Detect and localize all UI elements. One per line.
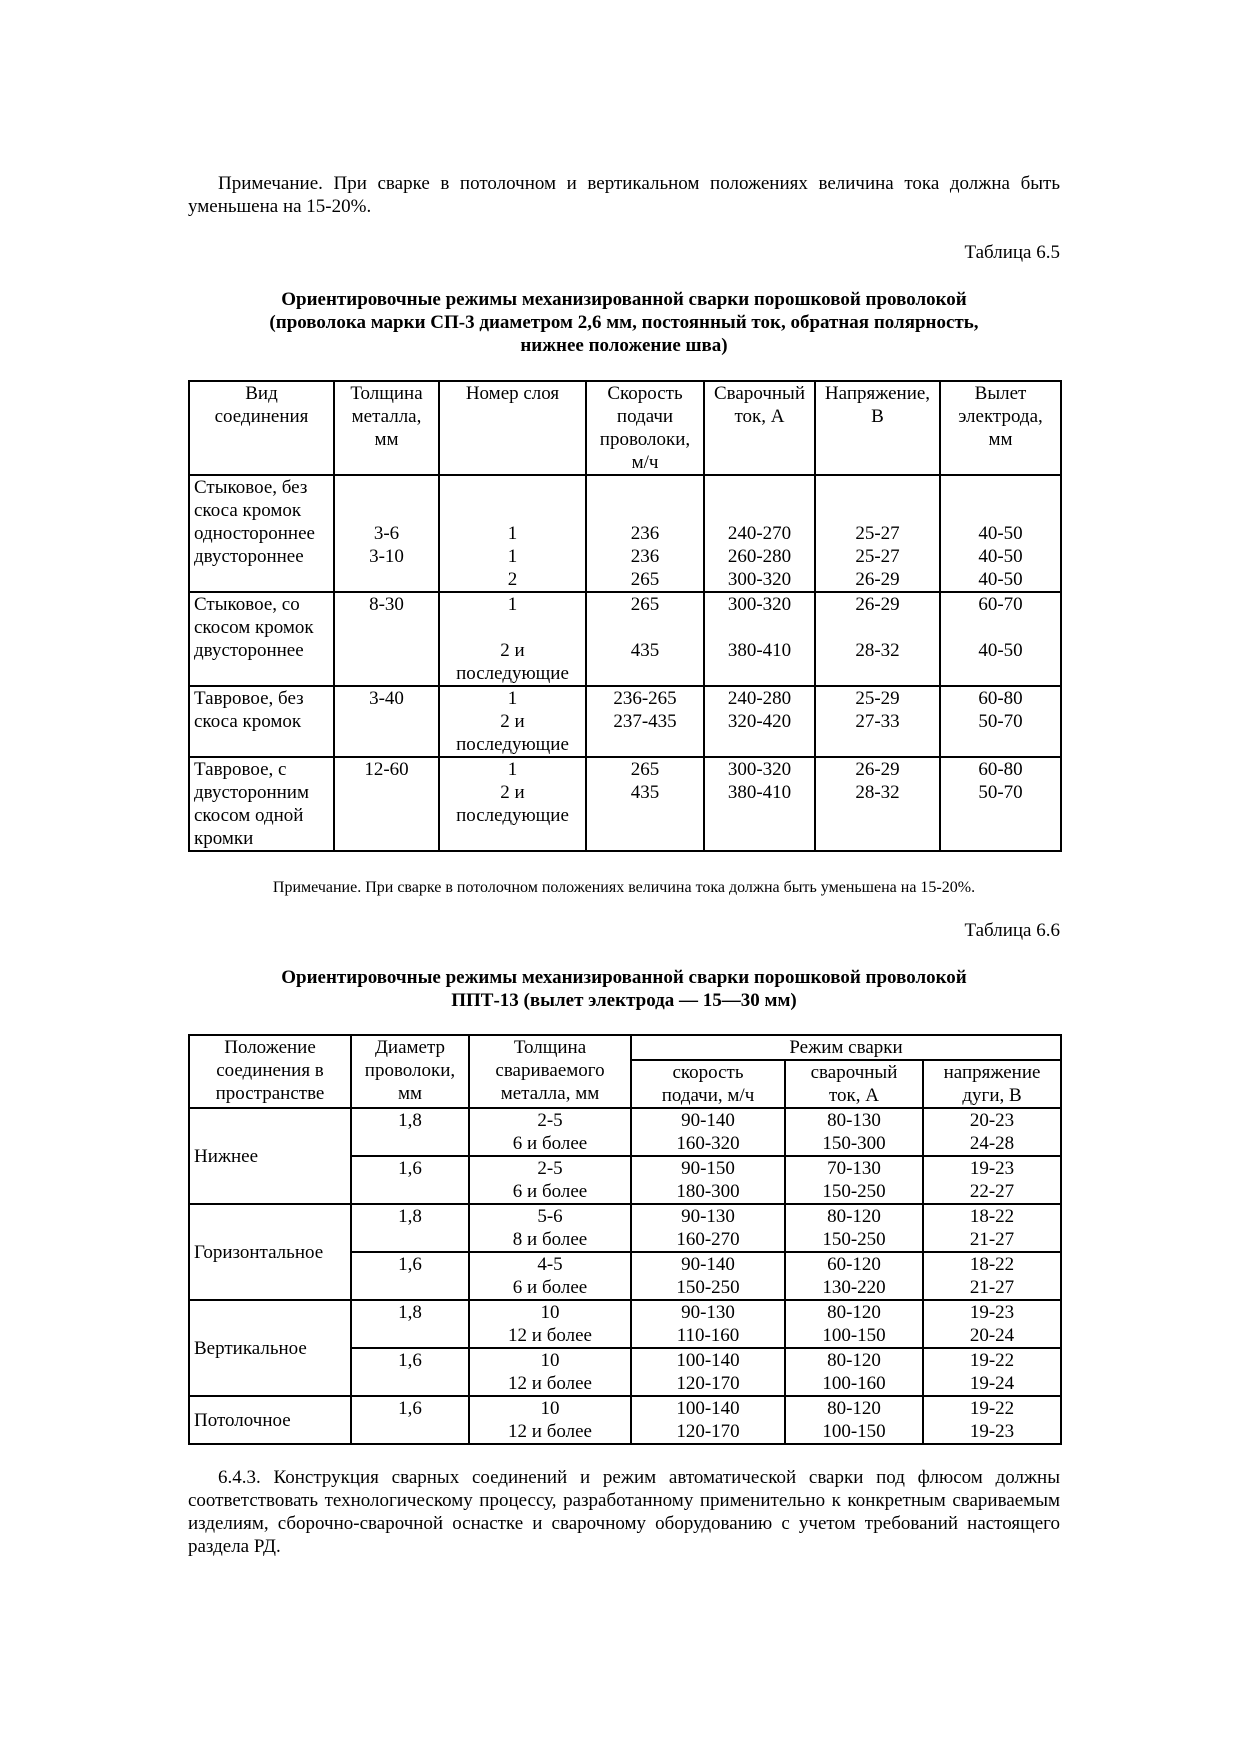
table-6-5-label: Таблица 6.5: [964, 242, 1060, 263]
table-row: [189, 1108, 1061, 1156]
voltage-cell: 26-29 28-32: [815, 757, 940, 851]
header-cell: Толщина металла, мм: [334, 381, 439, 475]
table-row: [189, 592, 1061, 686]
diameter-cell: 1,8: [351, 1108, 469, 1156]
stickout-cell: 40-50 40-50 40-50: [940, 475, 1061, 592]
joint-type-cell: Стыковое, со скосом кромок двустороннее: [189, 592, 334, 686]
current-cell: 80-120 150-250: [785, 1204, 923, 1252]
layer-cell: 1 2 и последующие: [439, 757, 586, 851]
table-row: [189, 757, 1061, 851]
table-6-6-label: Таблица 6.6: [964, 920, 1060, 941]
header-cell: Номер слоя: [439, 381, 586, 475]
layer-cell: 1 2 и последующие: [439, 592, 586, 686]
table-6-5-title: [188, 288, 1060, 357]
header-cell: сварочный ток, А: [785, 1060, 923, 1108]
header-cell: Скорость подачи проволоки, м/ч: [586, 381, 704, 475]
table-title-line: (проволока марки СП-3 диаметром 2,6 мм, постоянный ток, обратная полярность,: [269, 312, 979, 333]
thickness-cell: 12-60: [334, 757, 439, 851]
thickness-cell: 10 12 и более: [469, 1396, 631, 1444]
header-cell: Сварочный ток, А: [704, 381, 815, 475]
speed-cell: 90-130 160-270: [631, 1204, 785, 1252]
header-cell: Напряжение, В: [815, 381, 940, 475]
thickness-cell: 8-30: [334, 592, 439, 686]
table-header-row: [189, 1035, 1061, 1060]
current-cell: 80-130 150-300: [785, 1108, 923, 1156]
current-cell: 240-270 260-280 300-320: [704, 475, 815, 592]
diameter-cell: 1,8: [351, 1300, 469, 1348]
diameter-cell: 1,6: [351, 1252, 469, 1300]
current-cell: 70-130 150-250: [785, 1156, 923, 1204]
voltage-cell: 26-29 28-32: [815, 592, 940, 686]
table-6-6: [188, 1034, 1062, 1445]
joint-type-cell: Тавровое, без скоса кромок: [189, 686, 334, 757]
diameter-cell: 1,8: [351, 1204, 469, 1252]
table-title-line: Ориентировочные режимы механизированной сварки порошковой проволокой: [281, 289, 967, 310]
joint-type-cell: Стыковое, без скоса кромок одностороннее двустороннее: [189, 475, 334, 592]
stickout-cell: 60-70 40-50: [940, 592, 1061, 686]
diameter-cell: 1,6: [351, 1396, 469, 1444]
position-cell: Нижнее: [189, 1108, 351, 1204]
voltage-cell: 19-22 19-24: [923, 1348, 1061, 1396]
table-6-6-title: [188, 966, 1060, 1012]
thickness-cell: 10 12 и более: [469, 1300, 631, 1348]
header-cell: Диаметр проволоки, мм: [351, 1035, 469, 1108]
current-cell: 80-120 100-160: [785, 1348, 923, 1396]
voltage-cell: 19-23 20-24: [923, 1300, 1061, 1348]
header-cell: Толщина свариваемого металла, мм: [469, 1035, 631, 1108]
table-row: [189, 1300, 1061, 1348]
table-header-row: [189, 381, 1061, 475]
position-cell: Вертикальное: [189, 1300, 351, 1396]
joint-type-cell: Тавровое, с двусторонним скосом одной кромки: [189, 757, 334, 851]
speed-cell: 236-265 237-435: [586, 686, 704, 757]
header-cell-mode: Режим сварки: [631, 1035, 1061, 1060]
table-title-line: нижнее положение шва): [520, 335, 728, 356]
speed-cell: 265 435: [586, 592, 704, 686]
position-cell: Горизонтальное: [189, 1204, 351, 1300]
voltage-cell: 20-23 24-28: [923, 1108, 1061, 1156]
table-title-line: Ориентировочные режимы механизированной сварки порошковой проволокой: [281, 967, 967, 988]
thickness-cell: 3-6 3-10: [334, 475, 439, 592]
table-row: [189, 475, 1061, 592]
speed-cell: 100-140 120-170: [631, 1348, 785, 1396]
table-6-5: [188, 380, 1062, 852]
thickness-cell: 5-6 8 и более: [469, 1204, 631, 1252]
current-cell: 300-320 380-410: [704, 757, 815, 851]
header-cell: Вылет электрода, мм: [940, 381, 1061, 475]
speed-cell: 90-140 160-320: [631, 1108, 785, 1156]
table-row: [189, 1204, 1061, 1252]
layer-cell: 1 2 и последующие: [439, 686, 586, 757]
speed-cell: 90-150 180-300: [631, 1156, 785, 1204]
current-cell: 300-320 380-410: [704, 592, 815, 686]
current-cell: 80-120 100-150: [785, 1300, 923, 1348]
table-title-line: ППТ-13 (вылет электрода — 15—30 мм): [451, 990, 797, 1011]
header-cell: Вид соединения: [189, 381, 334, 475]
thickness-cell: 10 12 и более: [469, 1348, 631, 1396]
current-cell: 240-280 320-420: [704, 686, 815, 757]
header-cell: скорость подачи, м/ч: [631, 1060, 785, 1108]
thickness-cell: 4-5 6 и более: [469, 1252, 631, 1300]
voltage-cell: 25-29 27-33: [815, 686, 940, 757]
speed-cell: 265 435: [586, 757, 704, 851]
table-row: [189, 686, 1061, 757]
speed-cell: 90-130 110-160: [631, 1300, 785, 1348]
position-cell: Потолочное: [189, 1396, 351, 1444]
note-paragraph: Примечание. При сварке в потолочном и вертикальном положениях величина тока должна быть уменьшена на 15-20%.: [188, 173, 1060, 217]
table-6-5-note: Примечание. При сварке в потолочном положениях величина тока должна быть уменьшена на 15-20%.: [272, 879, 976, 896]
thickness-cell: 2-5 6 и более: [469, 1108, 631, 1156]
diameter-cell: 1,6: [351, 1156, 469, 1204]
voltage-cell: 19-22 19-23: [923, 1396, 1061, 1444]
header-cell: напряжение дуги, В: [923, 1060, 1061, 1108]
current-cell: 60-120 130-220: [785, 1252, 923, 1300]
diameter-cell: 1,6: [351, 1348, 469, 1396]
speed-cell: 100-140 120-170: [631, 1396, 785, 1444]
section-6-4-3-paragraph: 6.4.3. Конструкция сварных соединений и режим автоматической сварки под флюсом должны соответствовать технологическому процессу, разработанному применительно к конкретным свариваемым изделиям, сборочно-сварочной оснастке и сварочному оборудованию с учетом требований настоящего раздела РД.: [188, 1467, 1060, 1557]
current-cell: 80-120 100-150: [785, 1396, 923, 1444]
thickness-cell: 2-5 6 и более: [469, 1156, 631, 1204]
voltage-cell: 18-22 21-27: [923, 1252, 1061, 1300]
stickout-cell: 60-80 50-70: [940, 686, 1061, 757]
thickness-cell: 3-40: [334, 686, 439, 757]
voltage-cell: 19-23 22-27: [923, 1156, 1061, 1204]
header-cell: Положение соединения в пространстве: [189, 1035, 351, 1108]
stickout-cell: 60-80 50-70: [940, 757, 1061, 851]
table-row: [189, 1396, 1061, 1444]
voltage-cell: 25-27 25-27 26-29: [815, 475, 940, 592]
layer-cell: 1 1 2: [439, 475, 586, 592]
speed-cell: 90-140 150-250: [631, 1252, 785, 1300]
speed-cell: 236 236 265: [586, 475, 704, 592]
voltage-cell: 18-22 21-27: [923, 1204, 1061, 1252]
